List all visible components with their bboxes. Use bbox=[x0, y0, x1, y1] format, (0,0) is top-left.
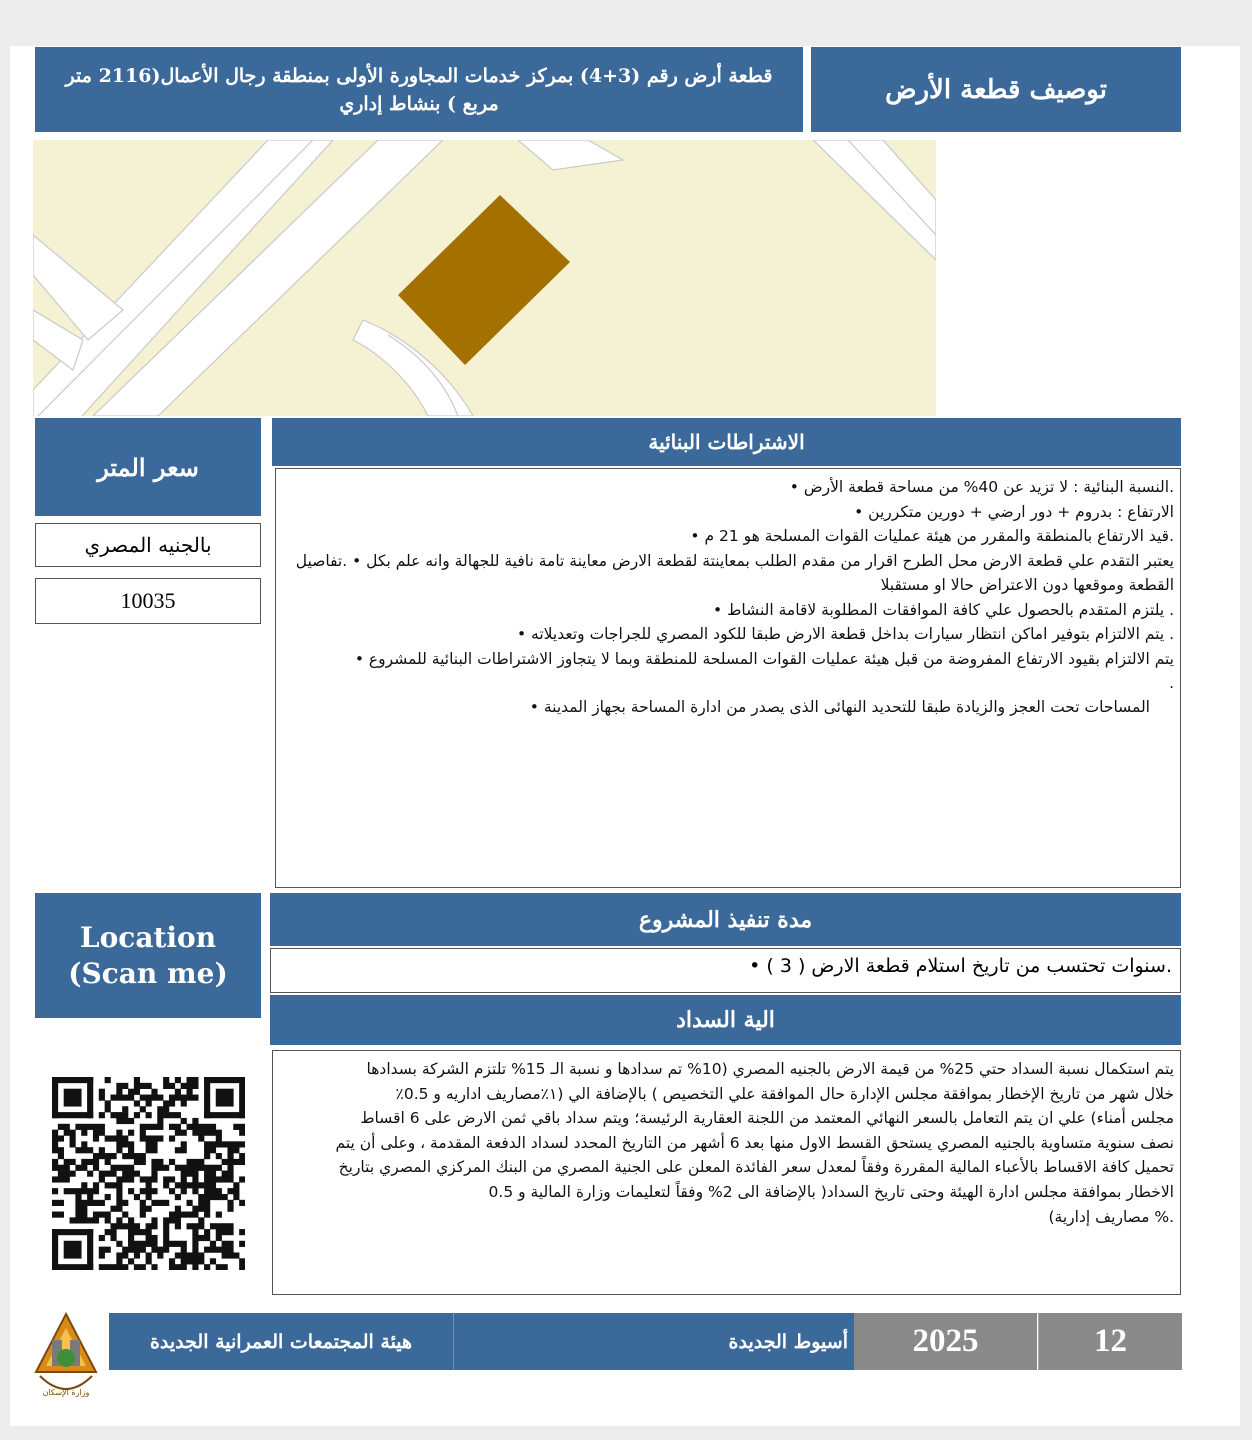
price-value: 10035 bbox=[120, 588, 176, 613]
duration-title-bar bbox=[270, 893, 1181, 946]
term-item: المساحات تحت العجز والزيادة طبقا للتحديد النهائى الذى يصدر من ادارة المساحة بجهاز المدينة • bbox=[529, 698, 1150, 716]
term-item: .النسبة البنائية : لا تزيد عن 40% من مساحة قطعة الأرض • bbox=[789, 478, 1174, 496]
term-item: .قيد الارتفاع بالمنطقة والمقرر من هيئة عمليات القوات المسلحة هو 21 م • bbox=[690, 527, 1174, 545]
location-label: Location bbox=[79, 920, 217, 954]
plot-description: قطعة أرض رقم (3+4) بمركز خدمات المجاورة الأولى بمنطقة رجال الأعمال(2116 متر مربع ) بنشاط إداري bbox=[65, 64, 773, 115]
qr-code[interactable] bbox=[52, 1077, 245, 1270]
term-item: الارتفاع : بدروم + دور ارضي + دورين متكررين • bbox=[854, 502, 1174, 521]
qr-code-icon[interactable] bbox=[52, 1077, 245, 1270]
footer-page-number: 12 bbox=[1094, 1323, 1127, 1359]
plot-description-banner bbox=[35, 47, 803, 132]
term-item: . bbox=[1169, 674, 1174, 692]
payment-line: تحميل كافة الاقساط بالأعباء المالية المقررة وفقاً لمعدل سعر الفائدة المعلن على الجنية المصري من البنك المركزي المصري بتاريخ bbox=[338, 1158, 1174, 1177]
payment-line: مجلس أمناء) علي ان يتم التعامل بالسعر النهائي المعتمد من اللجنة العقارية الرئيسة؛ ويتم سداد باقي ثمن الارض على 6 اقساط bbox=[360, 1109, 1174, 1128]
footer-year: 2025 bbox=[912, 1323, 979, 1359]
price-title: سعر المتر bbox=[97, 452, 199, 482]
payment-title-bar bbox=[270, 995, 1181, 1045]
term-item: . يتم الالتزام بتوفير اماكن انتظار سيارات بداخل قطعة الارض طبقا للكود المصري للجراجات وتعديلاته • bbox=[516, 625, 1174, 643]
payment-line: الاخطار بموافقة مجلس ادارة الهيئة وحتى تاريخ السداد( بالإضافة الى 2% وفقاً لتعليمات وزارة المالية و 0.5 bbox=[488, 1182, 1174, 1201]
section-title: توصيف قطعة الأرض bbox=[885, 74, 1107, 105]
duration-title: مدة تنفيذ المشروع bbox=[638, 906, 813, 933]
term-item: . يلتزم المتقدم بالحصول علي كافة الموافقات المطلوبة لاقامة النشاط • bbox=[713, 600, 1174, 619]
scan-me-label: (Scan me) bbox=[68, 956, 228, 990]
site-map-drawing bbox=[33, 140, 936, 416]
payment-line: خلال شهر من تاريخ الإخطار بموافقة مجلس الإدارة حال الموافقة علي التخصيص ) بالإضافة الي (١٪مصاريف اداريه و 0.5٪ bbox=[395, 1084, 1174, 1103]
site-map bbox=[33, 140, 936, 416]
payment-line: .% مصاريف إدارية) bbox=[1048, 1207, 1174, 1226]
price-currency: بالجنيه المصري bbox=[84, 533, 212, 557]
duration-text: .سنوات تحتسب من تاريخ استلام قطعة الارض ( 3 ) • bbox=[749, 955, 1172, 977]
footer-authority: هيئة المجتمعات العمرانية الجديدة bbox=[149, 1330, 413, 1353]
building-terms-title-bar bbox=[272, 418, 1181, 466]
price-value-box bbox=[35, 578, 261, 624]
footer-authority-cell bbox=[109, 1313, 453, 1370]
section-title-banner bbox=[811, 47, 1181, 132]
term-item: يعتبر التقدم علي قطعة الارض محل الطرح اقرار من مقدم الطلب بمعاينتة لقطعة الارض معاينة تامة نافية للجهالة وانه علم بكل • .تفاصيل القطعة وموقعها دون الاعتراض حالا او مستقبلا bbox=[295, 551, 1174, 594]
footer-city-cell bbox=[453, 1313, 854, 1370]
logo-caption: وزارة الإسكان bbox=[42, 1388, 90, 1397]
payment-line: نصف سنوية متساوية بالجنيه المصري يستحق القسط الاول منها بعد 6 أشهر من التاريخ المحدد لسداد الدفعة المقدمة ، وعلى أن يتم bbox=[335, 1133, 1174, 1152]
price-currency-box bbox=[35, 523, 261, 567]
payment-box bbox=[272, 1050, 1181, 1295]
term-item: يتم الالتزام بقيود الارتفاع المفروضة من قبل هيئة عمليات القوات المسلحة للمنطقة وبما لا يتجاوز الاشتراطات البنائية للمشروع • bbox=[354, 649, 1174, 668]
payment-title: الية السداد bbox=[676, 1007, 775, 1033]
footer-page-cell bbox=[1038, 1313, 1182, 1370]
payment-line: يتم استكمال نسبة السداد حتي 25% من قيمة الارض بالجنيه المصري (10% تم سدادها و نسبة الـ 15% تلتزم الشركة بسدادها bbox=[366, 1060, 1174, 1078]
footer-year-cell bbox=[854, 1313, 1037, 1370]
footer-city: أسيوط الجديدة bbox=[728, 1330, 848, 1353]
price-title-box bbox=[35, 418, 261, 516]
building-terms-box bbox=[275, 468, 1181, 888]
building-terms-title: الاشتراطات البنائية bbox=[648, 430, 805, 454]
authority-logo bbox=[30, 1310, 102, 1410]
duration-box bbox=[270, 948, 1181, 993]
location-box bbox=[35, 893, 261, 1018]
